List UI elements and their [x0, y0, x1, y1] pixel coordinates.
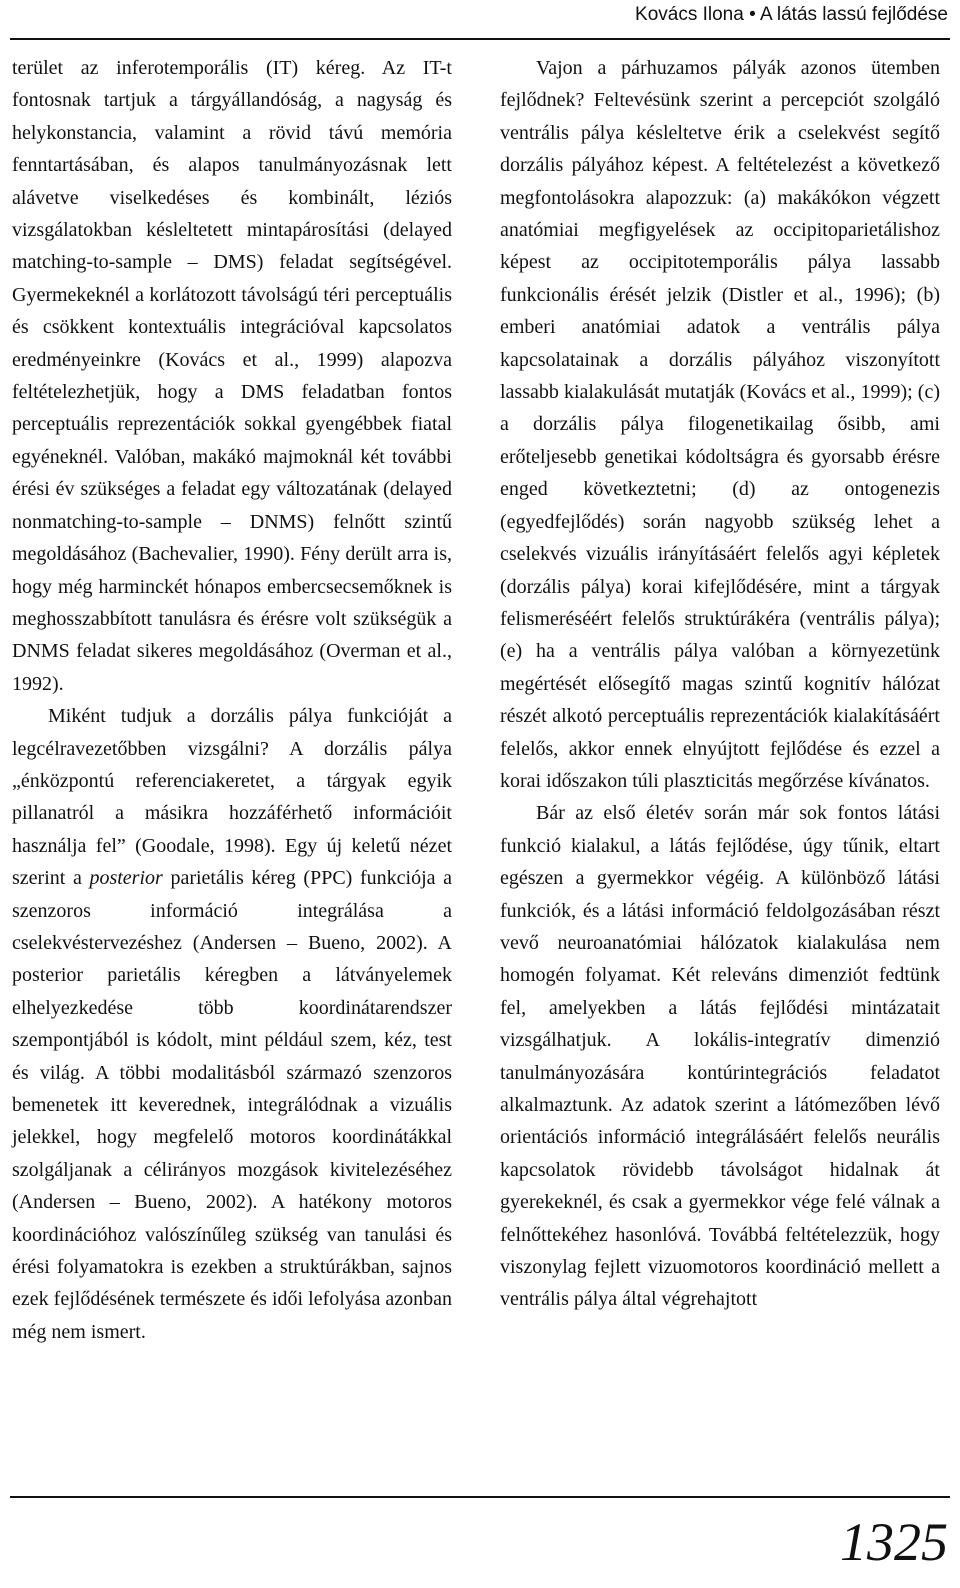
right-paragraph-1: Vajon a párhuzamos pályák azonos ütemben fejlődnek? Feltevésünk szerint a percepciót szolgáló ventrális pálya késleltetve érik a cselekvést segítő dorzális pályához képest. A feltételezést a következő megfontolásokra alapozzuk: (a) makákókon végzett anatómiai megfigyelések az occipitoparietálishoz képest az occipitotemporális pálya lassabb funkcionális érését jelzik (Distler et al., 1996); (b) emberi anatómiai adatok a ventrális pálya kapcsolatainak a dorzális pályához viszonyított lassabb kialakulását mutatják (Kovács et al., 1999); (c) a dorzális pálya filogenetikailag ősibb, ami erőteljesebb genetikai kódoltságra és gyorsabb érésre enged következtetni; (d) az ontogenezis (egyedfejlődés) során nagyobb szükség lehet a cselekvés vizuális irányításáért felelős agyi képletek (dorzális pálya) korai kifejlődésére, mint a tárgyak felismeréséért felelős struktúrákéra (ventrális pálya); (e) ha a ventrális pálya valóban a környezetünk megértését elősegítő magas szintű kognitív hálózat részét alkotó perceptuális reprezentációk kialakításáért felelős, akkor ennek elnyújtott fejlődése és ezzel a korai időszakon túli plaszticitás megőrzése kívánatos. — [500, 57, 940, 792]
left-paragraph-2-part-1: Miként tudjuk a dorzális pálya funkcióját a legcélravezetőbben vizsgálni? A dorzális pálya „énközpontú referenciakeretet, a tárgyak egyik pillanatról a másikra hozzáférhető információit használja fel” (Goodale, 1998). Egy új keletű nézet szerint a — [12, 705, 452, 890]
left-paragraph-2-italic-term: posterior — [89, 867, 163, 890]
left-column — [12, 52, 452, 1348]
header-title: A látás lassú fejlődése — [759, 4, 948, 25]
left-paragraph-2-part-2: parietális kéreg (PPC) funkciója a szenzoros információ integrálása a cselekvéstervezéshez (Andersen – Bueno, 2002). A posterior parietális kéregben a látványelemek elhelyezkedése több koordinátarendszer szempontjából is kódolt, mint például szem, kéz, test és világ. A többi modalitásból származó szenzoros bemenetek itt keverednek, integrálódnak a vizuális jelekkel, hogy megfelelő motoros koordinátákkal szolgáljanak a célirányos mozgások kivitelezéséhez (Andersen – Bueno, 2002). A hatékony motoros koordinációhoz valószínűleg szükség van tanulási és érési folyamatokra is ezekben a struktúrákban, sajnos ezek fejlődésének természete és idői lefolyása azonban még nem ismert. — [12, 867, 453, 1343]
header-author: Kovács Ilona — [635, 4, 744, 25]
footer-rule — [10, 1496, 950, 1498]
running-header — [635, 4, 948, 26]
left-paragraph-1: terület az inferotemporális (IT) kéreg. Az IT-t fontosnak tartjuk a tárgyállandóság, a nagyság és helykonstancia, valamint a rövid távú memória fenntartásában, és alapos tanulmányozásnak lett alávetve viselkedéses és kombinált, léziós vizsgálatokban késleltetett mintapárosítási (delayed matching-to-sample – DMS) feladat segítségével. Gyermekeknél a korlátozott távolságú téri perceptuális és csökkent kontextuális integrációval kapcsolatos eredményeinkre (Kovács et al., 1999) alapozva feltételezhetjük, hogy a DMS feladatban fontos perceptuális reprezentációk sokkal gyengébbek fiatal egyéneknél. Valóban, makákó majmoknál két további érési év szükséges a feladat egy változatának (delayed nonmatching-to-sample – DNMS) felnőtt szintű megoldásához (Bachevalier, 1990). Fény derült arra is, hogy még harminckét hónapos embercsecsemőknek is meghosszabbított tanulásra és érésre volt szükségük a DNMS feladat sikeres megoldásához (Overman et al., 1992). — [12, 57, 452, 695]
right-paragraph-2: Bár az első életév során már sok fontos látási funkció kialakul, a látás fejlődése, úgy tűnik, eltart egészen a gyermekkor végéig. A különböző látási funkciók, és a látási információ feldolgozásában részt vevő neuroanatómiai hálózatok kialakulása nem homogén folyamat. Két releváns dimenziót fedtünk fel, amelyekben a látás fejlődési mintázatait vizsgálhatjuk. A lokális-integratív dimenzió tanulmányozására kontúrintegrációs feladatot alkalmaztunk. Az adatok szerint a látómezőben lévő orientációs információ integrálásáért felelős neurális kapcsolatok rövidebb távolságot hidalnak át gyerekeknél, és csak a gyermekkor vége felé válnak a felnőttekéhez hasonlóvá. Továbbá feltételezzük, hogy viszonylag fejlett vizuomotoros koordináció mellett a ventrális pálya által végrehajtott — [500, 802, 940, 1311]
page-number: 1325 — [840, 1512, 948, 1572]
left-paragraph-2 — [12, 700, 452, 1348]
header-rule — [10, 38, 950, 40]
header-separator: • — [749, 4, 756, 25]
right-column — [500, 52, 940, 1316]
